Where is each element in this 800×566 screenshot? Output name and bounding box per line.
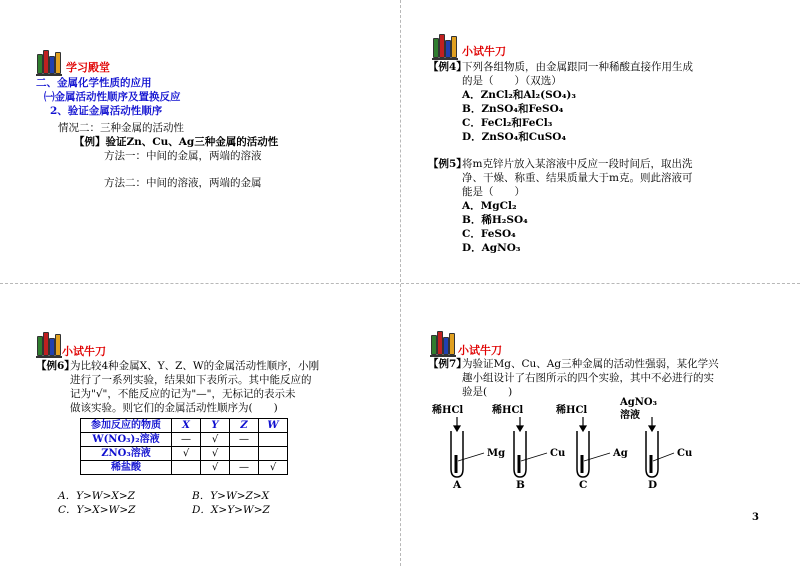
heading-activity-order: ㈠金属活动性顺序及置换反应 bbox=[44, 91, 181, 103]
table-cell: √ bbox=[172, 447, 201, 461]
example-4-option-c: C．FeCl₂和FeCl₃ bbox=[462, 117, 553, 129]
case-two-text: 情况二：三种金属的活动性 bbox=[58, 122, 184, 134]
example-4-line1: 下列各组物质，由金属跟同一种稀酸直接作用生成 bbox=[462, 61, 693, 73]
section-header: 学习殿堂 bbox=[66, 61, 110, 74]
example-4-option-b: B．ZnSO₄和FeSO₄ bbox=[462, 103, 564, 115]
example-6-option-a: A．Y>W>X>Z bbox=[58, 490, 135, 502]
example-4-option-a: A．ZnCl₂和Al₂(SO₄)₃ bbox=[462, 89, 576, 101]
books-icon bbox=[432, 34, 458, 60]
tube-a-reagent: 稀HCl bbox=[432, 405, 464, 416]
books-icon bbox=[36, 332, 62, 358]
example-5-option-c: C．FeSO₄ bbox=[462, 228, 516, 240]
table-cell bbox=[230, 447, 259, 461]
example-4-line2: 的是（ ）（双选） bbox=[462, 75, 562, 87]
example-6-line1: 为比较4种金属X、Y、Z、W的金属活动性顺序，小刚 bbox=[70, 360, 320, 372]
table-cell bbox=[259, 433, 288, 447]
section-header: 小试牛刀 bbox=[462, 45, 506, 58]
example-5-line3: 能是（ ） bbox=[462, 186, 525, 198]
tube-d-reagent-solution: 溶液 bbox=[620, 410, 640, 421]
method-one-text: 方法一：中间的金属，两端的溶液 bbox=[104, 150, 262, 162]
example-5-option-d: D．AgNO₃ bbox=[462, 242, 521, 254]
example-5-option-b: B．稀H₂SO₄ bbox=[462, 214, 528, 226]
tube-c-metal: Ag bbox=[613, 448, 628, 459]
table-row bbox=[81, 447, 288, 461]
table-cell: √ bbox=[201, 433, 230, 447]
example-6-option-c: C．Y>X>W>Z bbox=[58, 504, 136, 516]
vertical-divider bbox=[400, 0, 401, 566]
section-header: 小试牛刀 bbox=[458, 344, 502, 357]
tube-b-reagent: 稀HCl bbox=[492, 405, 524, 416]
example-7-tag: 【例7】 bbox=[428, 358, 467, 370]
example-5-option-a: A．MgCl₂ bbox=[462, 200, 517, 212]
example-5-tag: 【例5】 bbox=[428, 158, 467, 170]
tube-a-metal: Mg bbox=[487, 448, 506, 459]
table-cell: √ bbox=[201, 461, 230, 475]
example-6-line2: 进行了一系列实验，结果如下表所示。其中能反应的 bbox=[70, 374, 312, 386]
example-5-line1: 将m克锌片放入某溶液中反应一段时间后，取出洗 bbox=[462, 158, 693, 170]
example-6-line3: 记为"√"，不能反应的记为"—"，无标记的表示未 bbox=[70, 388, 296, 400]
example-4-option-d: D．ZnSO₄和CuSO₄ bbox=[462, 131, 567, 143]
table-cell: — bbox=[230, 433, 259, 447]
example-7-line2: 趣小组设计了右图所示的四个实验，其中不必进行的实 bbox=[462, 372, 714, 384]
example-7-line1: 为验证Mg、Cu、Ag三种金属的活动性强弱，某化学兴 bbox=[462, 358, 719, 370]
page-number: 3 bbox=[752, 512, 759, 523]
books-icon bbox=[430, 331, 456, 357]
method-two-text: 方法二：中间的溶液，两端的金属 bbox=[104, 177, 262, 189]
tube-b-metal: Cu bbox=[550, 448, 566, 459]
tube-d-label: D bbox=[648, 479, 658, 491]
table-cell bbox=[172, 461, 201, 475]
example-5-line2: 净、干燥、称重、结果质量大于m克。则此溶液可 bbox=[462, 172, 693, 184]
example-4-tag: 【例4】 bbox=[428, 61, 467, 73]
table-cell: √ bbox=[201, 447, 230, 461]
books-icon bbox=[36, 50, 62, 76]
heading-application: 二、金属化学性质的应用 bbox=[36, 77, 152, 89]
table-header: W bbox=[259, 419, 288, 433]
tube-b-label: B bbox=[516, 479, 525, 491]
table-cell: √ bbox=[259, 461, 288, 475]
tube-a-label: A bbox=[453, 479, 462, 491]
table-cell: 稀盐酸 bbox=[81, 461, 172, 475]
table-cell: ZNO₃溶液 bbox=[81, 447, 172, 461]
table-header-row bbox=[81, 419, 288, 433]
reaction-table bbox=[80, 418, 288, 475]
example-6-option-d: D．X>Y>W>Z bbox=[192, 504, 270, 516]
example-6-line4: 做该实验。则它们的金属活动性顺序为( ) bbox=[70, 402, 278, 414]
example-6-tag: 【例6】 bbox=[36, 360, 75, 372]
table-header: X bbox=[172, 419, 201, 433]
example-text: 【例】验证Zn、Cu、Ag三种金属的活动性 bbox=[74, 136, 279, 148]
tube-c-reagent: 稀HCl bbox=[556, 405, 588, 416]
heading-verify: 2、验证金属活动性顺序 bbox=[50, 105, 163, 117]
tube-d-metal: Cu bbox=[677, 448, 693, 459]
table-cell bbox=[259, 447, 288, 461]
table-header: Z bbox=[230, 419, 259, 433]
tube-c-label: C bbox=[579, 479, 588, 491]
example-7-line3: 验是( ) bbox=[462, 386, 513, 398]
tube-d-reagent: AgNO₃ bbox=[620, 397, 657, 408]
table-row bbox=[81, 433, 288, 447]
table-cell: W(NO₃)₂溶液 bbox=[81, 433, 172, 447]
table-cell: — bbox=[172, 433, 201, 447]
table-cell: — bbox=[230, 461, 259, 475]
example-6-option-b: B．Y>W>Z>X bbox=[192, 490, 270, 502]
reagent-arrows bbox=[454, 417, 655, 431]
section-header: 小试牛刀 bbox=[62, 345, 106, 358]
table-header: Y bbox=[201, 419, 230, 433]
table-header: 参加反应的物质 bbox=[81, 419, 172, 433]
table-row bbox=[81, 461, 288, 475]
